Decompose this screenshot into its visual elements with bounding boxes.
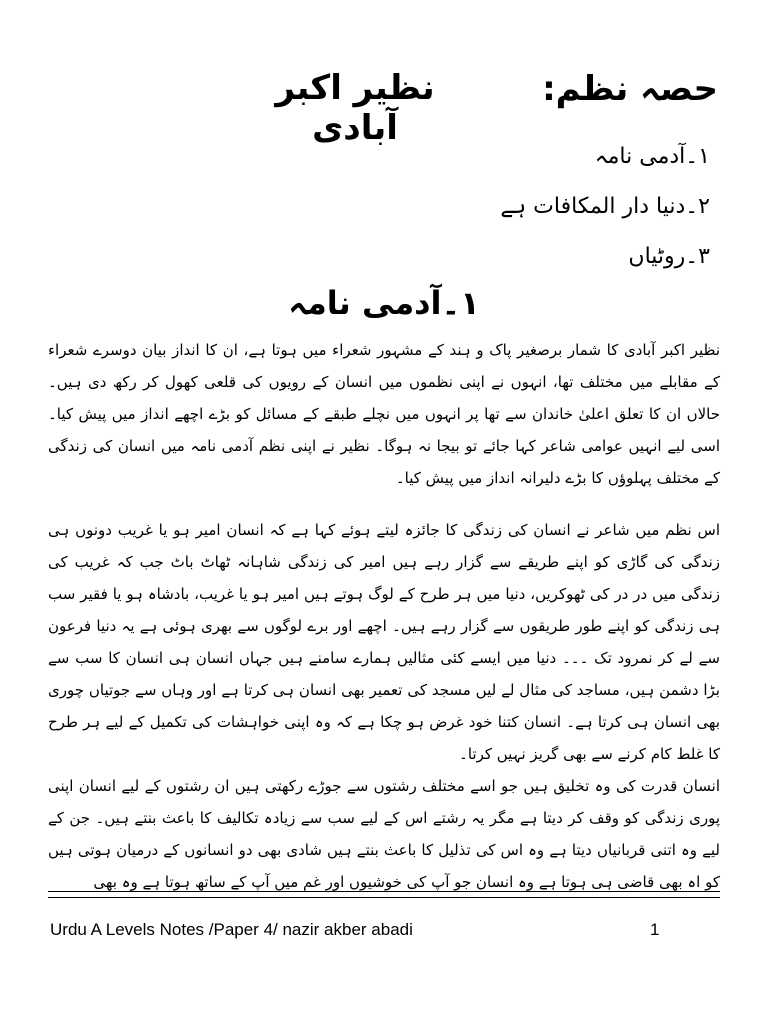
poem-item-1: ۱۔آدمی نامہ xyxy=(594,144,710,169)
paragraph-intro: نظیر اکبر آبادی کا شمار برصغیر پاک و ہند کے مشہور شعراء میں ہوتا ہے، ان کا انداز بیان دوسرے شعراء کے مقابلے میں مختلف تھا، انہوں نے اپنی نظموں میں انسان کے رویوں کی قلعی کھول کر رکھ دی ہیں۔ حالاں ان کا تعلق اعلیٰ خاندان سے تھا پر انہوں میں نچلے طبقے کے مسائل کو بڑے اچھے انداز میں پیش کیا۔ اسی لیے انہیں عوامی شاعر کہا جائے تو بیجا نہ ہوگا۔ نظیر نے اپنی نظم آدمی نامہ میں انسان کی زندگی کے مختلف پہلوؤں کا بڑے دلیرانہ انداز میں پیش کیا۔ xyxy=(48,341,720,487)
poem-item-2: ۲۔دنیا دار المکافات ہے xyxy=(500,194,710,219)
poem-list xyxy=(500,132,710,282)
footer-text: Urdu A Levels Notes /Paper 4/ nazir akber abadi xyxy=(50,920,413,939)
poet-name-title: نظیر اکبر آبادی xyxy=(275,68,435,148)
paragraph-summary: اس نظم میں شاعر نے انسان کی زندگی کا جائزہ لیتے ہوئے کہا ہے کہ انسان امیر ہو یا غریب دونوں ہی زندگی کی گاڑی کو اپنے طریقے سے گزار رہے ہیں امیر کی زندگی شاہانہ ٹھاٹ باٹ جب کہ غریب کی زندگی میں در در کی ٹھوکریں، دنیا میں ہر طرح کے لوگ ہوتے ہیں امیر ہو یا غریب، بادشاہ ہو یا فقیر سب ہی زندگی کو اپنے طور طریقوں سے گزار رہے ہیں۔ اچھے اور برے لوگوں سے بھری ہوئی ہے یہ دنیا فرعون سے لے کر نمرود تک ۔۔۔ دنیا میں ایسے کئی مثالیں ہمارے سامنے ہیں جہاں انسان ہی انسان کا سب سے بڑا دشمن ہیں، مساجد کی مثال لے لیں مسجد کی تعمیر بھی انسان ہی کرتا ہے اور وہاں سے جوتیاں چوری بھی انسان ہی کرتا ہے۔ انسان کتنا خود غرض ہو چکا ہے کہ وہ اپنی خواہشات کی تکمیل کے لیے ہر طرح کا غلط کام کرنے سے بھی گریز نہیں کرتا۔ xyxy=(48,521,720,763)
page-number: 1 xyxy=(650,920,660,939)
section-heading: ۱۔آدمی نامہ xyxy=(288,284,480,322)
paragraph-relations: انسان قدرت کی وہ تخلیق ہیں جو اسے مختلف رشتوں سے جوڑے رکھتی ہیں ان رشتوں کے لیے انسان اپنی پوری زندگی کو وقف کر دیتا ہے مگر یہ رشتے اس کے لیے سب سے زیادہ تکالیف کا باعث بنتے ہیں۔ جن کے لیے وہ اتنی قربانیاں دیتا ہے وہ اس کی تذلیل کا باعث بنتے ہیں شادی بھی دو انسانوں کے درمیان ہوتی ہیں کو اہ بھی قاضی ہی ہوتا ہے وہ انسان جو آپ کی خوشیوں اور غم میں آپ کے ساتھ ہوتا ہے وہ بھی xyxy=(48,777,720,891)
footer-divider xyxy=(48,891,720,898)
poem-item-3: ۳۔روٹیاں xyxy=(628,244,710,269)
section-label: حصہ نظم: xyxy=(542,69,718,109)
